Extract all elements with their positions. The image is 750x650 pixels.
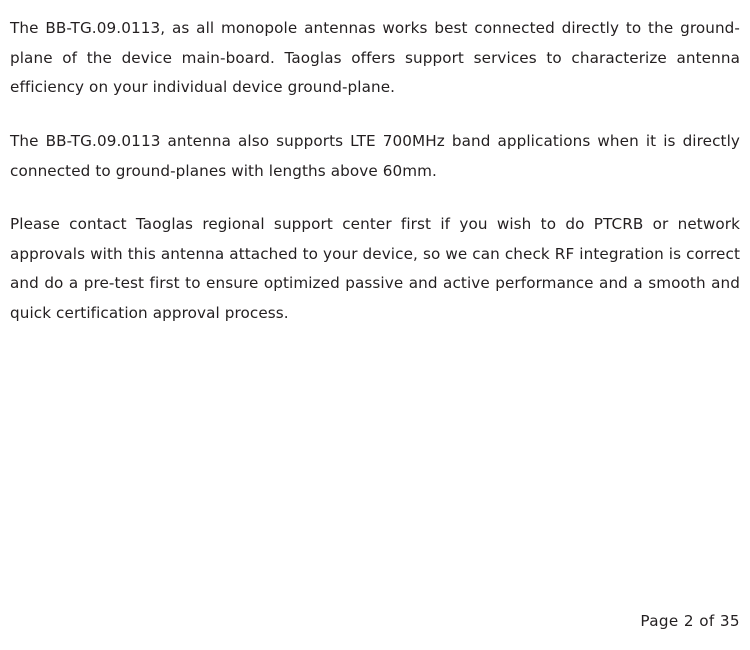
body-paragraph-3: Please contact Taoglas regional support center first if you wish to do PTCRB or network approvals with this antenna attached to your device, so we can check RF integration is correct and do a pre-test first to ensure optimized passive and active performance and a smooth and quick certification approval process. <box>10 215 740 323</box>
body-paragraph-2: The BB-TG.09.0113 antenna also supports LTE 700MHz band applications when it is directly connected to ground-planes with lengths above 60mm. <box>10 131 740 180</box>
body-paragraph-1: The BB-TG.09.0113, as all monopole antennas works best connected directly to the ground-plane of the device main-board. Taoglas offers support services to characterize antenna efficiency on your individual device ground-plane. <box>10 19 740 97</box>
page-footer: Page 2 of 35 <box>640 612 740 630</box>
